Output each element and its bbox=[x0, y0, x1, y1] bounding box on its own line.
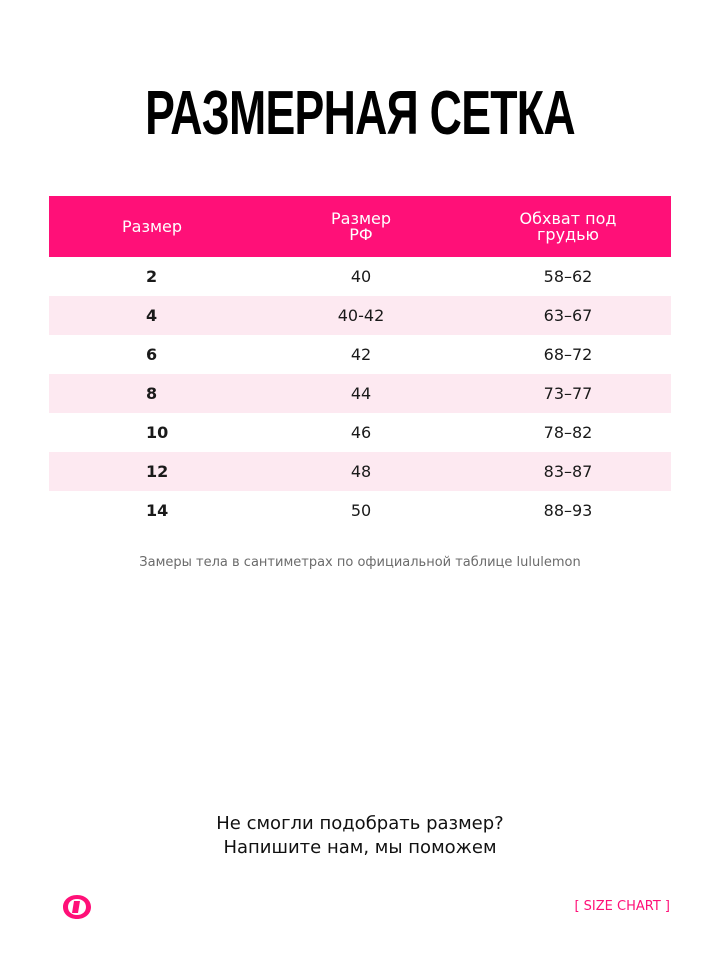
help-line-1: Не смогли подобрать размер? bbox=[216, 813, 504, 834]
cell-underbust: 83–87 bbox=[543, 462, 593, 481]
header-ru-size-line1: Размер bbox=[330, 208, 392, 228]
help-line-2: Напишите нам, мы поможем bbox=[223, 837, 497, 858]
table-row bbox=[49, 452, 671, 491]
table-row bbox=[49, 491, 671, 530]
cell-size: 12 bbox=[146, 462, 169, 481]
cell-underbust: 58–62 bbox=[543, 267, 593, 286]
table-row bbox=[49, 335, 671, 374]
header-ru-size bbox=[257, 208, 465, 244]
header-underbust bbox=[465, 208, 671, 244]
cell-ru-size: 40-42 bbox=[337, 306, 385, 325]
cell-ru-size: 44 bbox=[350, 384, 372, 403]
table-row bbox=[49, 374, 671, 413]
size-chart-label: [ SIZE CHART ] bbox=[574, 899, 670, 914]
cell-size: 4 bbox=[146, 306, 158, 325]
size-table bbox=[49, 196, 671, 530]
cell-ru-size: 42 bbox=[350, 345, 372, 364]
cell-ru-size: 48 bbox=[350, 462, 372, 481]
header-underbust-line2: грудью bbox=[537, 224, 599, 244]
cell-size: 2 bbox=[146, 267, 158, 286]
cell-size: 8 bbox=[146, 384, 158, 403]
cell-underbust: 88–93 bbox=[543, 501, 593, 520]
cell-ru-size: 46 bbox=[350, 423, 372, 442]
cell-underbust: 78–82 bbox=[543, 423, 593, 442]
page-title: РАЗМЕРНАЯ СЕТКА bbox=[145, 79, 575, 148]
cell-ru-size: 50 bbox=[350, 501, 372, 520]
table-body bbox=[49, 257, 671, 530]
header-size-label: Размер bbox=[122, 216, 183, 236]
brand-logo-icon bbox=[61, 893, 93, 921]
table-row bbox=[49, 413, 671, 452]
measurement-note: Замеры тела в сантиметрах по официальной таблице lululemon bbox=[139, 555, 581, 570]
cell-size: 6 bbox=[146, 345, 158, 364]
cell-size: 14 bbox=[146, 501, 169, 520]
cell-size: 10 bbox=[146, 423, 169, 442]
cell-ru-size: 40 bbox=[350, 267, 372, 286]
table-row bbox=[49, 257, 671, 296]
header-ru-size-line2: РФ bbox=[349, 224, 373, 244]
help-text bbox=[0, 812, 720, 860]
cell-underbust: 63–67 bbox=[543, 306, 593, 325]
table-row bbox=[49, 296, 671, 335]
header-underbust-line1: Обхват под bbox=[519, 208, 617, 228]
header-size bbox=[49, 216, 257, 236]
cell-underbust: 68–72 bbox=[543, 345, 593, 364]
table-header bbox=[49, 196, 671, 257]
cell-underbust: 73–77 bbox=[543, 384, 593, 403]
